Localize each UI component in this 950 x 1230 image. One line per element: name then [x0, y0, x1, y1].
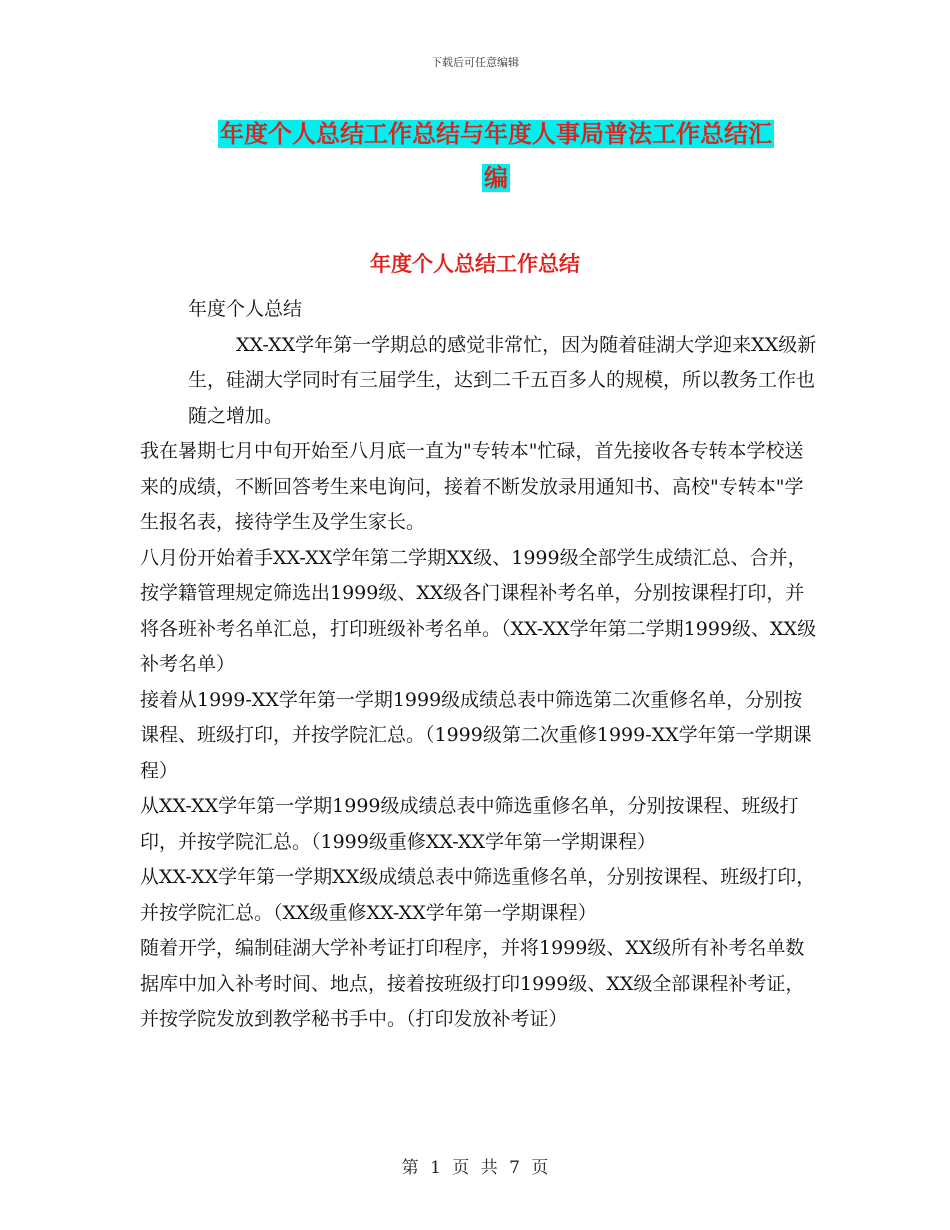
title-line-1: [190, 112, 802, 156]
title-line-2: [190, 156, 802, 200]
section-title: 年度个人总结工作总结: [370, 252, 580, 276]
page-number: 第 1 页 共 7 页: [401, 1158, 549, 1178]
document-title: [190, 112, 802, 200]
paragraph: 从XX-XX学年第一学期XX级成绩总表中筛选重修名单，分别按课程、班级打印，并按学院汇总。（XX级重修XX-XX学年第一学期课程）: [140, 866, 816, 924]
paragraph-text: XX-XX学年第一学期总的感觉非常忙，因为随着硅湖大学迎来XX级新生，硅湖大学同时有三届学生，达到二千五百多人的规模，所以教务工作也随之增加。: [188, 333, 817, 427]
paragraph: 年度个人总结: [188, 298, 303, 320]
paragraph: 随着开学，编制硅湖大学补考证打印程序，并将1999级、XX级所有补考名单数据库中加入补考时间、地点，接着按班级打印1999级、XX级全部课程补考证，并按学院发放到教学秘书手中。（打印发放补考证）: [140, 937, 805, 1030]
title-line-2-text: 编: [484, 164, 508, 192]
header-note: 下载后可任意编辑: [431, 56, 519, 69]
paragraph: 八月份开始着手XX-XX学年第二学期XX级、1999级全部学生成绩汇总、合并，按学籍管理规定筛选出1999级、XX级各门课程补考名单，分别按课程打印，并将各班补考名单汇总，打印班级补考名单。（XX-XX学年第二学期1999级、XX级补考名单）: [140, 546, 817, 675]
title-line-1-text: 年度个人总结工作总结与年度人事局普法工作总结汇: [220, 120, 772, 148]
body-text: [140, 292, 820, 1038]
paragraph: 我在暑期七月中旬开始至八月底一直为"专转本"忙碌，首先接收各专转本学校送来的成绩，不断回答考生来电询问，接着不断发放录用通知书、高校"专转本"学生报名表，接待学生及学生家长。: [140, 440, 804, 533]
paragraph: [140, 328, 820, 435]
paragraph: 从XX-XX学年第一学期1999级成绩总表中筛选重修名单，分别按课程、班级打印，并按学院汇总。（1999级重修XX-XX学年第一学期课程）: [140, 795, 799, 853]
paragraph: 接着从1999-XX学年第一学期1999级成绩总表中筛选第二次重修名单，分别按课程、班级打印，并按学院汇总。（1999级第二次重修1999-XX学年第一学期课程）: [140, 688, 812, 782]
